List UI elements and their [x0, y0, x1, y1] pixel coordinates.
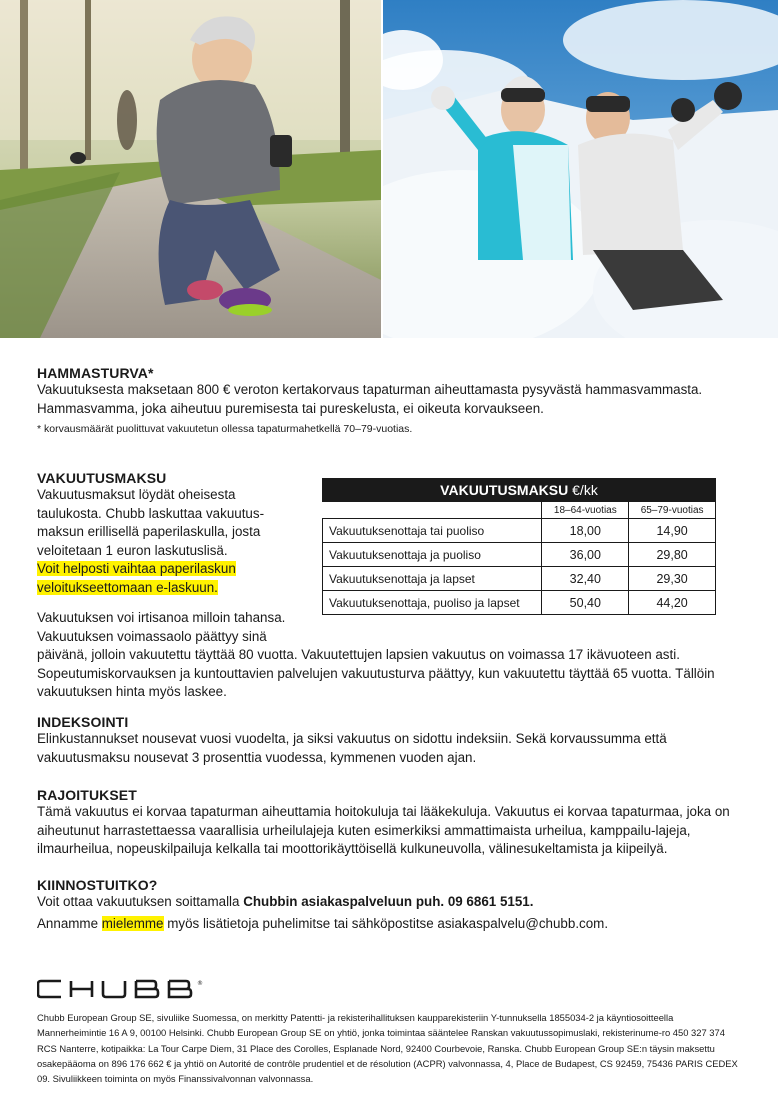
- price-table-unit: €/kk: [572, 482, 598, 498]
- photo-snow-couple: [383, 0, 778, 338]
- row-label: Vakuutuksenottaja, puoliso ja lapset: [323, 591, 542, 615]
- chubb-logo: [37, 978, 211, 1000]
- row-price-18-64: 32,40: [542, 567, 629, 591]
- table-row: [323, 567, 716, 591]
- kiinnostuitko-line2-pre: Annamme: [37, 915, 102, 931]
- row-price-18-64: 50,40: [542, 591, 629, 615]
- price-table-col-65-79: 65–79-vuotias: [629, 502, 716, 519]
- kiinnostuitko-highlight: mielemme: [101, 915, 164, 931]
- row-price-65-79: 14,90: [629, 519, 716, 543]
- price-table-col-18-64: 18–64-vuotias: [542, 502, 629, 519]
- vakuutusmaksu-text: Vakuutusmaksut löydät oheisesta taulukosta. Chubb laskuttaa vakuutus-maksun erillisellä paperilaskulla, josta veloitetaan 1 euron laskutuslisä.: [37, 487, 265, 558]
- vakuutusmaksu-highlight: Voit helposti vaihtaa paperilaskun veloitukseettomaan e-laskuun.: [37, 561, 236, 595]
- section-kiinnostuitko: [37, 877, 757, 933]
- kiinnostuitko-title: KIINNOSTUITKO?: [37, 877, 158, 893]
- customer-service-phone: Chubbin asiakaspalveluun puh. 09 6861 5151.: [243, 894, 534, 909]
- vakuutusmaksu-cancel-text: Vakuutuksen voi irtisanoa milloin tahansa.: [37, 610, 286, 625]
- price-table-corner: [323, 502, 542, 519]
- row-label: Vakuutuksenottaja tai puoliso: [323, 519, 542, 543]
- row-label: Vakuutuksenottaja ja lapset: [323, 567, 542, 591]
- vakuutusmaksu-validity-text: Vakuutuksen voimassaolo päättyy sinä: [37, 628, 267, 644]
- rajoitukset-title: RAJOITUKSET: [37, 787, 137, 803]
- price-table: [322, 478, 716, 615]
- row-price-65-79: 29,30: [629, 567, 716, 591]
- table-row: [323, 543, 716, 567]
- row-price-18-64: 18,00: [542, 519, 629, 543]
- hammasturva-title: HAMMASTURVA*: [37, 365, 154, 381]
- table-row: [323, 519, 716, 543]
- price-table-title: VAKUUTUSMAKSU: [440, 482, 569, 498]
- vakuutusmaksu-title: VAKUUTUSMAKSU: [37, 470, 167, 486]
- header-photos: [0, 0, 778, 338]
- kiinnostuitko-line2: [37, 915, 757, 934]
- hammasturva-text: Vakuutuksesta maksetaan 800 € veroton kertakorvaus tapaturman aiheuttamasta pysyvästä hammasvammasta. Hammasvamma, joka aiheutuu puremisesta tai pureskelusta, ei oikeuta korvaukseen.: [37, 382, 703, 416]
- kiinnostuitko-line1: [37, 893, 757, 912]
- row-price-18-64: 36,00: [542, 543, 629, 567]
- rajoitukset-text: Tämä vakuutus ei korvaa tapaturman aiheuttamia hoitokuluja tai lääkekuluja. Vakuutus ei korvaa tapaturmaa, joka on aiheutunut harrastettaessa vaarallisia urheilulajeja kuten esimerkiksi ammattimaista urheilua, kamppailu-lajeja, ilmaurheilua, nopeuskilpailuja kelkalla tai moottorikäyttöisellä kulkuneuvolla, välinesukeltamista ja kiipeilyä.: [37, 804, 730, 857]
- kiinnostuitko-line2-post: myös lisätietoja puhelimitse tai sähköpostitse asiakaspalvelu@chubb.com.: [163, 915, 609, 931]
- row-price-65-79: 44,20: [629, 591, 716, 615]
- section-hammasturva: [37, 365, 757, 436]
- indeksointi-title: INDEKSOINTI: [37, 714, 129, 730]
- section-indeksointi: [37, 714, 757, 767]
- indeksointi-text: Elinkustannukset nousevat vuosi vuodelta, ja siksi vakuutus on sidottu indeksiin. Sekä korvaussumma että vakuutusmaksu nousevat 3 prosenttia vuodessa, kymmenen vuoden ajan.: [37, 731, 667, 765]
- section-rajoitukset: [37, 787, 757, 859]
- row-price-65-79: 29,80: [629, 543, 716, 567]
- vakuutusmaksu-validity-text-2: päivänä, jolloin vakuutettu täyttää 80 vuotta. Vakuutettujen lapsien vakuutus on voimassa 17 ikävuoteen asti. Sopeutumiskorvauksen ja kuntouttavien palvelujen vakuutusturva päättyy, kun vakuutettu täyttää 65 vuotta. Tällöin vakuutuksen hinta myös laskee.: [37, 647, 715, 700]
- photo-jogger: [0, 0, 381, 338]
- legal-footer: Chubb European Group SE, sivuliike Suomessa, on merkitty Patentti- ja rekisterihallituksen kaupparekisteriin Y-tunnuksella 1855034-2 ja käyntiosoitteella Mannerheimintie 16 A 9, 00100 Helsinki. Chubb European Group SE on yhtiö, jonka toimintaa sääntelee Ranskan vakuutussopimuslaki, rekisterinume-ro 450 327 374 RCS Nanterre, kotipaikka: La Tour Carpe Diem, 31 Place des Corolles, Esplanade Nord, 92400 Courbevoie, Ranska. Chubb European Group SE:n täysin maksettu osakepääoma on 896 176 662 € ja yhtiö on Autorité de contrôle prudentiel et de résolution (ACPR) valvonnassa, 4, Place de Budapest, CS 92459, 75436 PARIS CEDEX 09. Sivuliikkeen toiminta on myös Finanssivalvonnan valvonnassa.: [37, 1012, 738, 1085]
- vakuutusmaksu-continuation: [37, 609, 757, 702]
- price-table-header: [323, 479, 716, 502]
- kiinnostuitko-line1-pre: Voit ottaa vakuutuksen soittamalla: [37, 894, 244, 909]
- svg-text:®: ®: [197, 980, 203, 987]
- row-label: Vakuutuksenottaja ja puoliso: [323, 543, 542, 567]
- hammasturva-note: * korvausmäärät puolittuvat vakuutetun ollessa tapaturmahetkellä 70–79-vuotias.: [37, 423, 413, 436]
